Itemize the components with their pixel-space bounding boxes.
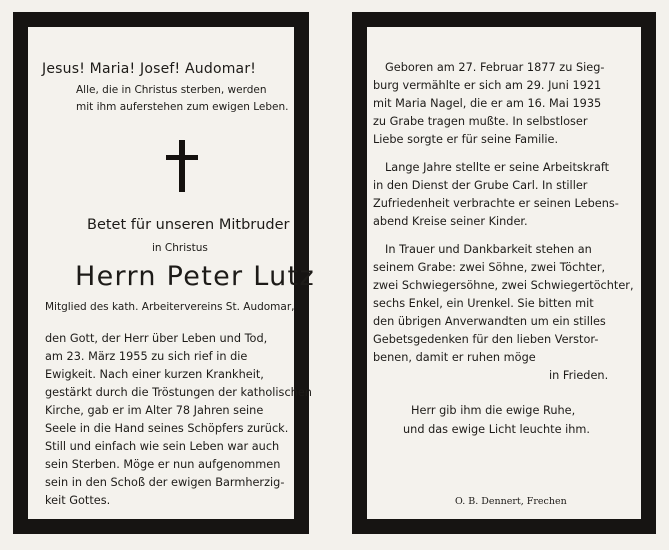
work-line-4: abend Kreise seiner Kinder. xyxy=(373,215,528,228)
family-line-4: sechs Enkel, ein Urenkel. Sie bitten mit xyxy=(373,297,594,310)
prayer-title: Betet für unseren Mitbruder xyxy=(87,217,290,233)
family-line-7: benen, damit er ruhen möge xyxy=(373,351,536,364)
body-line-2: am 23. März 1955 zu sich rief in die xyxy=(45,350,248,363)
family-line-3: zwei Schwiegersöhne, zwei Schwiegertöchter, xyxy=(373,279,634,292)
family-line-5: den übrigen Anverwandten um ein stilles xyxy=(373,315,606,328)
prayer-subtitle: in Christus xyxy=(152,242,208,254)
card-front-panel xyxy=(28,27,315,519)
deceased-name: Herrn Peter Lutz xyxy=(75,261,315,292)
invocation-line: Jesus! Maria! Josef! Audomar! xyxy=(42,61,257,77)
membership-line: Mitglied des kath. Arbeitervereins St. Audomar, xyxy=(45,301,295,313)
body-line-7: Still und einfach wie sein Leben war auch xyxy=(45,440,280,453)
birth-line-5: Liebe sorgte er für seine Familie. xyxy=(373,133,559,146)
printer-credit: O. B. Dennert, Frechen xyxy=(455,496,567,507)
birth-line-2: burg vermählte er sich am 29. Juni 1921 xyxy=(373,79,602,92)
family-line-6: Gebetsgedenken für den lieben Verstor- xyxy=(373,333,599,346)
family-line-2: seinem Grabe: zwei Söhne, zwei Töchter, xyxy=(373,261,606,274)
family-line-end: in Frieden. xyxy=(549,369,609,382)
body-line-8: sein Sterben. Möge er nun aufgenommen xyxy=(45,458,281,471)
quote-line-2: mit ihm auferstehen zum ewigen Leben. xyxy=(76,101,289,113)
birth-line-3: mit Maria Nagel, die er am 16. Mai 1935 xyxy=(373,97,602,110)
memorial-card-front xyxy=(13,12,315,534)
cross-icon xyxy=(166,140,200,192)
birth-line-4: zu Grabe tragen mußte. In selbstloser xyxy=(373,115,588,128)
closing-line-1: Herr gib ihm die ewige Ruhe, xyxy=(411,404,576,417)
body-line-3: Ewigkeit. Nach einer kurzen Krankheit, xyxy=(45,368,264,381)
birth-line-1: Geboren am 27. Februar 1877 zu Sieg- xyxy=(385,61,605,74)
body-line-9: sein in den Schoß der ewigen Barmherzig- xyxy=(45,476,285,489)
body-line-6: Seele in die Hand seines Schöpfers zurück. xyxy=(45,422,289,435)
body-line-1: den Gott, der Herr über Leben und Tod, xyxy=(45,332,268,345)
body-line-10: keit Gottes. xyxy=(45,494,111,507)
work-line-3: Zufriedenheit verbrachte er seinen Lebens- xyxy=(373,197,619,210)
family-line-1: In Trauer und Dankbarkeit stehen an xyxy=(385,243,592,256)
closing-line-2: und das ewige Licht leuchte ihm. xyxy=(403,423,590,436)
quote-line-1: Alle, die in Christus sterben, werden xyxy=(76,84,267,96)
work-line-2: in den Dienst der Grube Carl. In stiller xyxy=(373,179,588,192)
card-back-panel xyxy=(367,27,641,519)
memorial-card-back xyxy=(352,12,656,534)
body-line-5: Kirche, gab er im Alter 78 Jahren seine xyxy=(45,404,264,417)
body-line-4: gestärkt durch die Tröstungen der katholischen xyxy=(45,386,312,399)
work-line-1: Lange Jahre stellte er seine Arbeitskraft xyxy=(385,161,610,174)
